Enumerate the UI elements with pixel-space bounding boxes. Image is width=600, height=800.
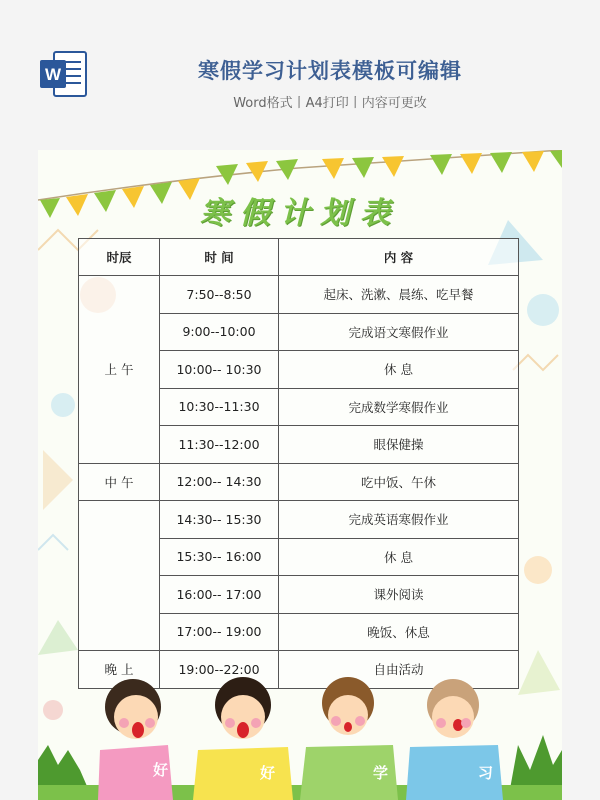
content-cell: 起床、洗漱、晨练、吃早餐 [279, 276, 519, 314]
column-header-time: 时 间 [160, 239, 279, 276]
schedule-table [78, 238, 519, 689]
period-cell-morning: 上 午 [79, 276, 160, 464]
kids-reading-illustration [38, 675, 562, 800]
table-row [79, 276, 519, 314]
time-cell: 19:00--22:00 [160, 651, 279, 689]
period-cell-noon: 中 午 [79, 463, 160, 501]
content-cell: 眼保健操 [279, 426, 519, 464]
time-cell: 11:30--12:00 [160, 426, 279, 464]
document-sheet [38, 150, 562, 800]
content-cell: 课外阅读 [279, 576, 519, 614]
column-header-content: 内 容 [279, 239, 519, 276]
plan-title: 寒假计划表 [200, 196, 400, 231]
time-cell: 15:30-- 16:00 [160, 538, 279, 576]
column-header-period: 时辰 [79, 239, 160, 276]
time-cell: 9:00--10:00 [160, 313, 279, 351]
page-title: 寒假学习计划表模板可编辑 [198, 59, 462, 83]
book-char-2: 好 [260, 764, 276, 782]
time-cell: 14:30-- 15:30 [160, 501, 279, 539]
word-icon-letter: W [44, 65, 62, 84]
content-cell: 自由活动 [279, 651, 519, 689]
header-bar [0, 0, 600, 140]
content-cell: 休 息 [279, 351, 519, 389]
book-char-3: 学 [373, 764, 389, 782]
period-cell-afternoon [79, 501, 160, 651]
time-cell: 16:00-- 17:00 [160, 576, 279, 614]
content-cell: 完成数学寒假作业 [279, 388, 519, 426]
table-row [79, 463, 519, 501]
content-cell: 吃中饭、午休 [279, 463, 519, 501]
time-cell: 10:30--11:30 [160, 388, 279, 426]
book-char-4: 习 [478, 764, 494, 782]
table-row [79, 501, 519, 539]
content-cell: 晚饭、休息 [279, 613, 519, 651]
period-cell-evening: 晚 上 [79, 651, 160, 689]
time-cell: 10:00-- 10:30 [160, 351, 279, 389]
book-char-1: 好 [153, 761, 169, 779]
content-cell: 休 息 [279, 538, 519, 576]
content-cell: 完成语文寒假作业 [279, 313, 519, 351]
table-header-row [79, 239, 519, 276]
time-cell: 7:50--8:50 [160, 276, 279, 314]
page-subtitle: Word格式丨A4打印丨内容可更改 [233, 96, 427, 111]
time-cell: 17:00-- 19:00 [160, 613, 279, 651]
content-cell: 完成英语寒假作业 [279, 501, 519, 539]
word-document-icon [38, 48, 90, 100]
time-cell: 12:00-- 14:30 [160, 463, 279, 501]
